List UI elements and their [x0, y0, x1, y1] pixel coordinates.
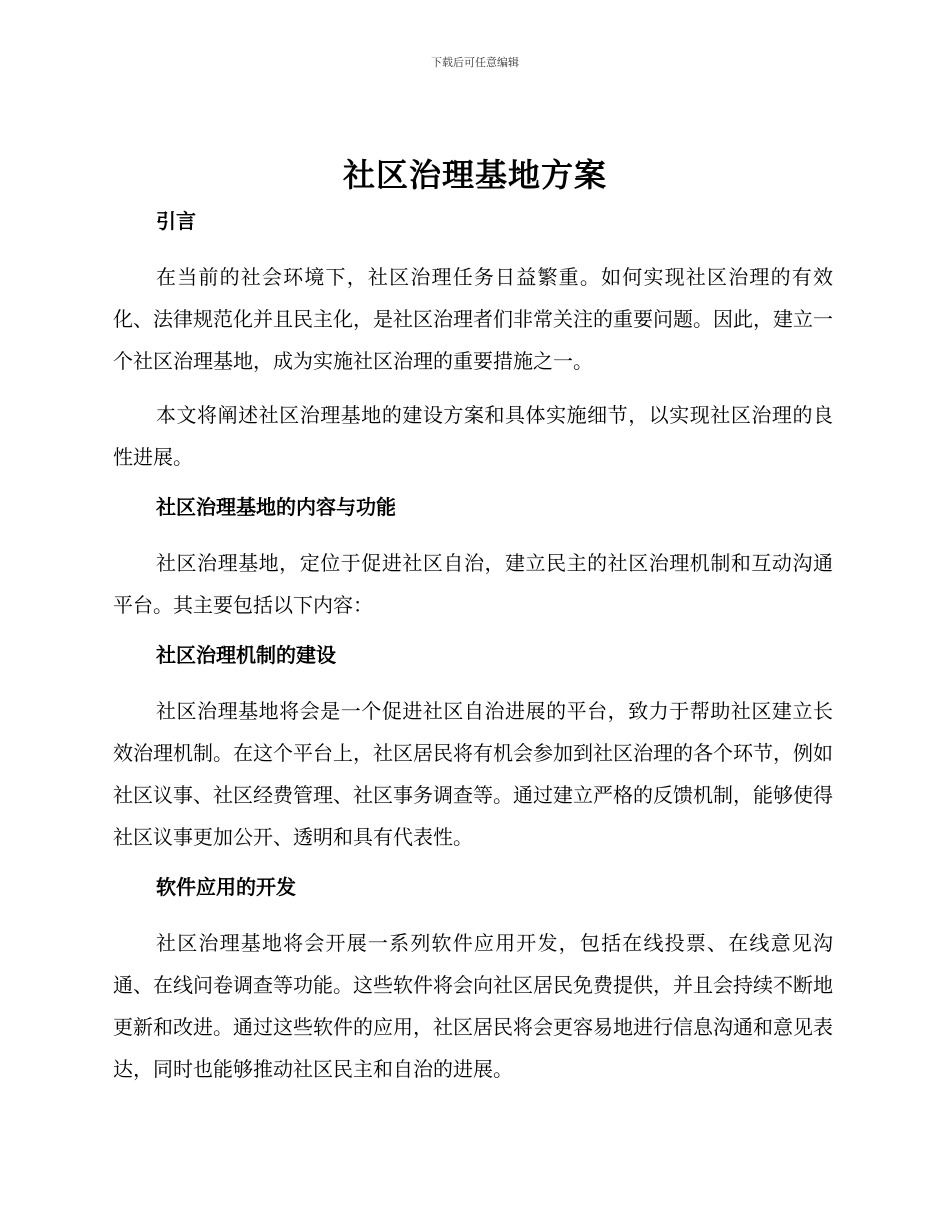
document-body	[113, 204, 833, 1102]
paragraph: 社区治理基地将会是一个促进社区自治进展的平台，致力于帮助社区建立长效治理机制。在这个平台上，社区居民将有机会参加到社区治理的各个环节，例如社区议事、社区经费管理、社区事务调查等。通过建立严格的反馈机制，能够使得社区议事更加公开、透明和具有代表性。	[113, 699, 833, 849]
section-governance-mechanism	[113, 638, 833, 858]
section-heading: 社区治理机制的建设	[156, 643, 336, 667]
paragraph: 社区治理基地将会开展一系列软件应用开发，包括在线投票、在线意见沟通、在线问卷调查等功能。这些软件将会向社区居民免费提供，并且会持续不断地更新和改进。通过这些软件的应用，社区居民将会更容易地进行信息沟通和意见表达，同时也能够推动社区民主和自治的进展。	[113, 931, 833, 1081]
paragraph: 在当前的社会环境下，社区治理任务日益繁重。如何实现社区治理的有效化、法律规范化并且民主化，是社区治理者们非常关注的重要问题。因此，建立一个社区治理基地，成为实施社区治理的重要措施之一。	[113, 265, 833, 373]
section-heading: 引言	[156, 209, 196, 233]
paragraph: 本文将阐述社区治理基地的建设方案和具体实施细节，以实现社区治理的良性进展。	[113, 403, 833, 469]
paragraph: 社区治理基地，定位于促进社区自治，建立民主的社区治理机制和互动沟通平台。其主要包括以下内容：	[113, 551, 833, 617]
header-note: 下载后可任意编辑	[431, 56, 519, 69]
document-title: 社区治理基地方案	[342, 156, 607, 194]
section-introduction	[113, 204, 833, 478]
section-heading: 软件应用的开发	[156, 875, 296, 899]
section-content-and-function	[113, 490, 833, 626]
section-heading: 社区治理基地的内容与功能	[156, 495, 396, 519]
section-software-development	[113, 870, 833, 1090]
